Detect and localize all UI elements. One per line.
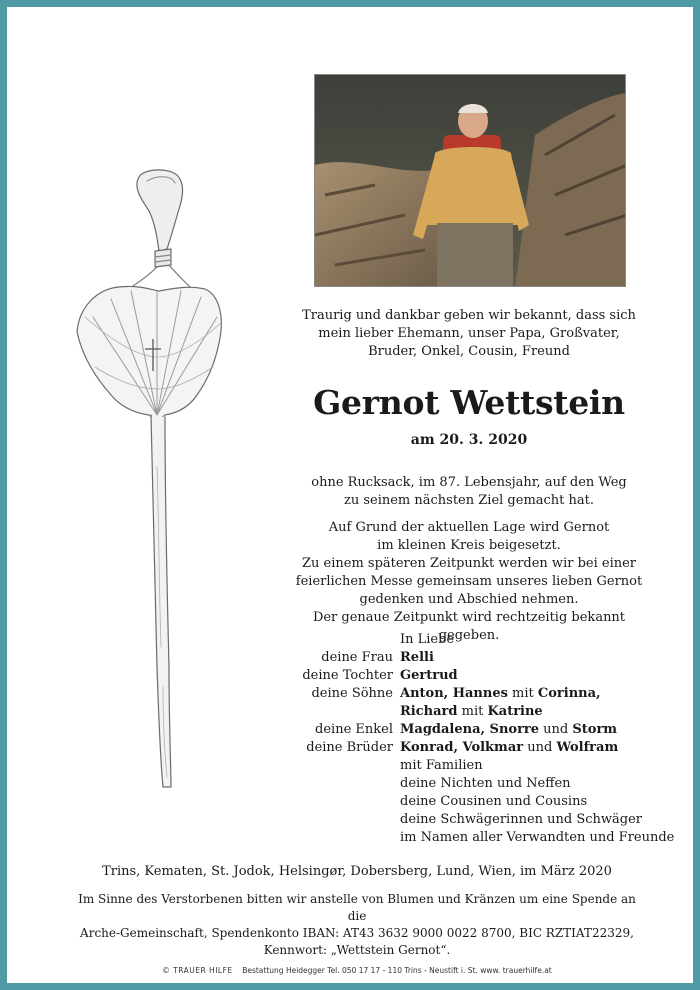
family-row [257,667,677,685]
family-member: Relli [400,650,434,665]
text-line: zu seinem nächsten Ziel gemacht hat. [343,493,595,508]
family-row [257,685,677,703]
family-member: Konrad, Volkmar [400,740,524,755]
family-member: Gertrud [400,668,458,683]
family-member: Richard [400,704,458,719]
text-line: ohne Rucksack, im 87. Lebensjahr, auf den Weg [311,475,627,490]
family-role: deine Frau [321,650,393,665]
family-member: Anton, Hannes [400,686,508,701]
family-row [257,721,677,739]
family-row [257,739,677,757]
family-list [257,631,677,847]
donation-line: Im Sinne des Verstorbenen bitten wir anstelle von Blumen und Kränzen um eine Spende an die [78,892,636,923]
portrait-photo [314,74,626,287]
text-line: feierlichen Messe gemeinsam unseres lieben Gernot [295,574,643,589]
intro-line: Bruder, Onkel, Cousin, Freund [368,344,570,359]
journey-text [291,474,647,510]
announcement-intro [291,307,647,361]
family-member: Katrine [487,704,543,719]
family-role: deine Tochter [302,668,393,683]
connector-text: mit [457,704,488,719]
text-line: gedenken und Abschied nehmen. [359,592,579,607]
text-line: im kleinen Kreis beigesetzt. [377,538,561,553]
family-role: deine Enkel [315,722,393,737]
donation-line: Arche-Gemeinschaft, Spendenkonto IBAN: AT43 3632 9000 0022 8700, BIC RZTIAT22329, [80,926,634,940]
family-member: Storm [572,722,618,737]
deceased-name: Gernot Wettstein [313,383,625,422]
family-opening: In Liebe [400,632,455,647]
family-member: Magdalena, Snorre [400,722,540,737]
family-row [257,775,677,793]
connector-text: mit [507,686,538,701]
footer-contact: Bestattung Heidegger Tel. 050 17 17 - 110 Trins - Neustift i. St. www. trauerhilfe.at [242,966,552,975]
funeral-info-text [291,519,647,645]
places-date-line: Trins, Kematen, St. Jodok, Helsingør, Dobersberg, Lund, Wien, im März 2020 [102,864,612,879]
donation-line: Kennwort: „Wettstein Gernot“. [263,943,451,957]
footer [7,965,700,977]
text-line: Der genaue Zeitpunkt wird rechtzeitig bekannt gegeben. [312,610,626,643]
pilgrim-staff-shell-icon [67,167,227,797]
family-member: Wolfram [556,740,619,755]
family-row [257,829,677,847]
family-closing-line: mit Familien [400,758,483,773]
intro-line: mein lieber Ehemann, unser Papa, Großvater, [318,326,620,341]
family-closing-line: deine Schwägerinnen und Schwäger [400,812,643,827]
family-closing-line: deine Cousinen und Cousins [400,794,588,809]
family-row [257,631,677,649]
family-row [257,703,677,721]
family-row [257,649,677,667]
family-role: deine Brüder [306,740,393,755]
text-line: Zu einem späteren Zeitpunkt werden wir bei einer [301,556,637,571]
connector-text: und [539,722,573,737]
family-row [257,811,677,829]
footer-brand: © TRAUER HILFE [162,966,233,975]
connector-text: und [523,740,557,755]
donation-request [67,891,647,959]
family-member: Corinna, [537,686,601,701]
death-date: am 20. 3. 2020 [410,432,528,448]
family-row [257,757,677,775]
family-role: deine Söhne [311,686,393,701]
intro-line: Traurig und dankbar geben wir bekannt, dass sich [302,308,636,323]
family-row [257,793,677,811]
family-closing-line: deine Nichten und Neffen [400,776,571,791]
family-closing-line: im Namen aller Verwandten und Freunde [400,830,675,845]
text-line: Auf Grund der aktuellen Lage wird Gernot [328,520,610,535]
